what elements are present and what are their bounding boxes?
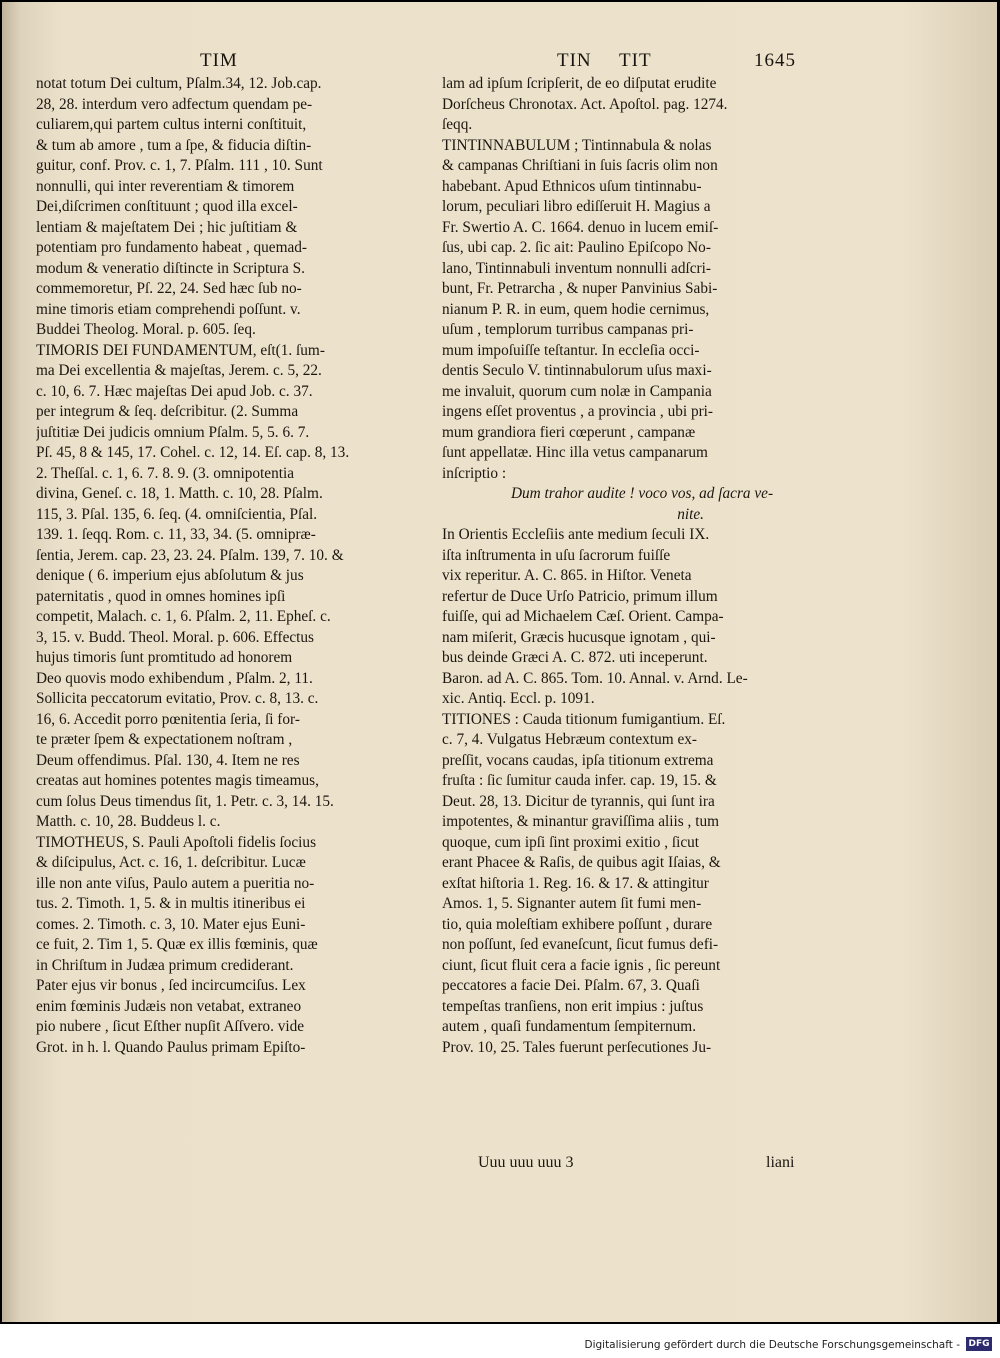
text-line: Deum offendimus. Pſal. 130, 4. Item ne res [36, 751, 300, 769]
text-line: non poſſunt, ſed evaneſcunt, ſicut fumus defi- [442, 936, 719, 953]
text-line: Dorſcheus Chronotax. Act. Apoſtol. pag. 1274. [442, 95, 728, 113]
text-line: pio nubere , ſicut Eſther nupſit Aſſvero. vide [36, 1018, 305, 1035]
text-line: tempeſtas tranſiens, non erit impius : juſtus [442, 997, 704, 1015]
text-line: juſtitiæ Dei judicis omnium Pſalm. 5, 5. 6. 7. [36, 423, 310, 441]
text-line: 2. Theſſal. c. 1, 6. 7. 8. 9. (3. omnipotentia [36, 464, 295, 482]
text-line: 139. 1. ſeqq. Rom. c. 11, 33, 34. (5. omnipræ- [36, 526, 316, 543]
text-line: Grot. in h. l. Quando Paulus primam Epiſto- [36, 1038, 306, 1056]
text-line: divina, Geneſ. c. 18, 1. Matth. c. 10, 28. Pſalm. [36, 485, 323, 502]
text-line: nite. [677, 505, 704, 523]
text-line: mine timoris etiam comprehendi poſſunt. v. [36, 300, 301, 318]
text-line: guitur, conf. Prov. c. 1, 7. Pſalm. 111 , 10. Sunt [36, 157, 323, 174]
text-line: ciunt, ſicut fluit cera a facie ignis , ſic pereunt [442, 956, 721, 974]
text-line: vix reperitur. A. C. 865. in Hiſtor. Veneta [442, 567, 692, 584]
text-line: creatas aut homines potentes magis timeamus, [36, 772, 319, 789]
text-line: In Orientis Eccleſiis ante medium ſeculi IX. [442, 526, 710, 543]
text-line: TITIONES : Cauda titionum fumigantium. Eſ. [442, 710, 726, 728]
catchword: liani [766, 1154, 795, 1171]
text-line: Buddei Theolog. Moral. p. 605. ſeq. [36, 321, 256, 338]
text-line: Amos. 1, 5. Signanter autem ſit fumi men- [442, 895, 702, 912]
text-line: Sollicita peccatorum evitatio, Prov. c. 8, 13. c. [36, 690, 319, 707]
text-line: autem , quaſi fundamentum ſempiternum. [442, 1018, 697, 1035]
text-line: in Chriſtum in Judæa primum crediderant. [36, 956, 294, 974]
text-line: ille non ante viſus, Paulo autem a pueritia no- [36, 874, 315, 892]
text-line: 16, 6. Accedit porro pœnitentia ſeria, ſi for- [36, 710, 300, 728]
text-line: 28, 28. interdum vero adfectum quendam pe- [36, 95, 313, 113]
text-line: quoque, cum ipſi ſint proximi exitio , ſicut [442, 833, 700, 851]
text-line: lam ad ipſum ſcripſerit, de eo diſputat erudite [442, 75, 717, 92]
text-line: mum grandiora fieri cœperunt , campanæ [442, 423, 696, 441]
page-number: 1645 [754, 50, 796, 71]
text-line: uſum , templorum turribus campanas pri- [442, 321, 694, 338]
text-line: Pater ejus vir bonus , ſed incircumciſus. Lex [36, 977, 306, 994]
running-head-right: TIN TIT [557, 50, 652, 71]
text-line: ma Dei excellentia & majeſtas, Jerem. c. 5, 22. [36, 362, 322, 379]
left-text-column [36, 74, 422, 1058]
text-line: Deo quovis modo exhibendum , Pſalm. 2, 11. [36, 669, 313, 687]
text-line: potentiam pro fundamento habeat , quemad- [36, 239, 308, 256]
text-line: inſcriptio : [442, 464, 507, 482]
text-line: ſeqq. [442, 116, 473, 133]
text-line: lorum, peculiari libro ediſſeruit H. Magius a [442, 198, 711, 215]
text-line: & campanas Chriſtiani in ſuis ſacris olim non [442, 157, 718, 174]
signature-mark: Uuu uuu uuu 3 [478, 1154, 574, 1171]
text-line: Baron. ad A. C. 865. Tom. 10. Annal. v. Arnd. Le- [442, 669, 748, 687]
text-line: ingens eſſet proventus , a provincia , ubi pri- [442, 403, 714, 420]
text-line: ſus, ubi cap. 2. ſic ait: Paulino Epiſcopo No- [442, 239, 711, 256]
text-line: notat totum Dei cultum, Pſalm.34, 12. Job.cap. [36, 75, 322, 92]
text-line: modum & veneratio diſtincte in Scriptura S. [36, 259, 305, 277]
text-line: dentis Seculo V. tintinnabulorum uſus maxi- [442, 362, 712, 379]
text-line: competit, Malach. c. 1, 6. Pſalm. 2, 11. Epheſ. c. [36, 608, 331, 625]
text-line: lentiam & majeſtatem Dei ; hic juſtitiam & [36, 218, 298, 236]
text-line: Dum trahor audite ! voco vos, ad ſacra ve- [510, 485, 774, 502]
text-line: erant Phacee & Raſis, de quibus agit Iſaias, & [442, 854, 721, 871]
text-line: ſentia, Jerem. cap. 23, 23. 24. Pſalm. 139, 7. 10. & [36, 546, 344, 564]
text-line: exſtat hiſtoria 1. Reg. 16. & 17. & attingitur [442, 874, 709, 892]
text-line: preſſit, vocans caudas, ipſa titionum extrema [442, 751, 714, 769]
text-line: Prov. 10, 25. Tales fuerunt perſecutiones Ju- [442, 1038, 712, 1056]
text-line: lano, Tintinnabuli inventum nonnulli adſcri- [442, 259, 711, 277]
text-line: tus. 2. Timoth. 1, 5. & in multis itineribus ei [36, 895, 306, 912]
text-line: TIMOTHEUS, S. Pauli Apoſtoli fidelis ſocius [36, 833, 317, 851]
text-line: TIMORIS DEI FUNDAMENTUM, eſt(1. ſum- [36, 341, 325, 359]
text-line: xic. Antiq. Eccl. p. 1091. [442, 690, 595, 707]
text-line: 3, 15. v. Budd. Theol. Moral. p. 606. Effectus [36, 628, 315, 646]
text-line: comes. 2. Timoth. c. 3, 10. Mater ejus Euni- [36, 915, 306, 933]
text-line: nonnulli, qui inter reverentiam & timorem [36, 177, 295, 195]
funding-notice: Digitalisierung gefördert durch die Deutsche Forschungsgemeinschaft - [584, 1339, 960, 1351]
text-line: Deut. 28, 13. Dicitur de tyrannis, qui ſunt ira [442, 792, 715, 810]
text-line: c. 7, 4. Vulgatus Hebræum contextum ex- [442, 731, 697, 748]
text-line: peccatores a facie Dei. Pſalm. 67, 3. Quaſi [442, 977, 700, 994]
text-line: Matth. c. 10, 28. Buddeus l. c. [36, 813, 221, 830]
text-line: fruſta : ſic ſumitur cauda infer. cap. 19, 15. & [442, 772, 717, 789]
text-line: tio, quia moleſtiam exhibere poſſunt , durare [442, 915, 713, 933]
dfg-logo: DFG [966, 1337, 992, 1351]
text-line: iſta inſtrumenta in uſu ſacrorum fuiſſe [442, 546, 671, 564]
right-text-column [442, 74, 814, 1058]
text-line: enim fœminis Judæis non vetabat, extraneo [36, 997, 302, 1015]
text-line: 115, 3. Pſal. 135, 6. ſeq. (4. omniſcientia, Pſal. [36, 505, 318, 523]
text-line: hujus timoris ſunt promtitudo ad honorem [36, 649, 293, 666]
text-line: me invaluit, quorum cum nolæ in Campania [442, 382, 712, 400]
text-line: cum ſolus Deus timendus ſit, 1. Petr. c. 3, 14. 15. [36, 792, 334, 810]
text-line: Fr. Swertio A. C. 1664. denuo in lucem emiſ- [442, 218, 719, 236]
text-line: & tum ab amore , tum a ſpe, & fiducia diſtin- [36, 136, 312, 154]
text-line: Dei,diſcrimen conſtituunt ; quod illa excel- [36, 198, 298, 215]
text-line: nianum P. R. in eum, quem hodie cernimus, [442, 300, 710, 318]
text-line: culiarem,qui partem cultus interni conſtituit, [36, 116, 307, 133]
text-line: TINTINNABULUM ; Tintinnabula & nolas [442, 136, 712, 154]
text-line: bunt, Fr. Petrarcha , & nuper Panvinius Sabi- [442, 280, 718, 297]
text-line: fuiſſe, qui ad Michaelem Cæſ. Orient. Campa- [442, 608, 724, 625]
text-line: impotentes, & minantur graviſſima aliis , tum [442, 813, 720, 830]
text-line: te præter ſpem & expectationem noſtram , [36, 731, 293, 748]
running-head-left: TIM [200, 50, 238, 71]
text-line: paternitatis , quod in omnes homines ipſi [36, 587, 286, 605]
book-page [2, 2, 997, 1322]
text-line: refertur de Duce Urſo Patricio, primum illum [442, 587, 718, 605]
text-line: per integrum & ſeq. deſcribitur. (2. Summa [36, 403, 299, 420]
text-line: & diſcipulus, Act. c. 16, 1. deſcribitur. Lucæ [36, 854, 306, 871]
text-line: ſunt appellatæ. Hinc illa vetus campanarum [442, 444, 708, 461]
text-line: nam miſerit, Græcis hucusque ignotam , qui- [442, 628, 716, 646]
text-line: commemoretur, Pſ. 22, 24. Sed hæc ſub no- [36, 280, 302, 297]
text-line: c. 10, 6. 7. Hæc majeſtas Dei apud Job. c. 37. [36, 382, 313, 400]
text-line: Pſ. 45, 8 & 145, 17. Cohel. c. 12, 14. Eſ. cap. 8, 13. [36, 444, 350, 461]
text-line: ce fuit, 2. Tim 1, 5. Quæ ex illis fœminis, quæ [36, 936, 318, 953]
text-line: bus deinde Græci A. C. 872. uti inceperunt. [442, 649, 708, 666]
text-line: denique ( 6. imperium ejus abſolutum & jus [36, 567, 304, 584]
text-line: mum impoſuiſſe teſtantur. In eccleſia occi- [442, 341, 700, 359]
text-line: habebant. Apud Ethnicos uſum tintinnabu- [442, 177, 702, 195]
